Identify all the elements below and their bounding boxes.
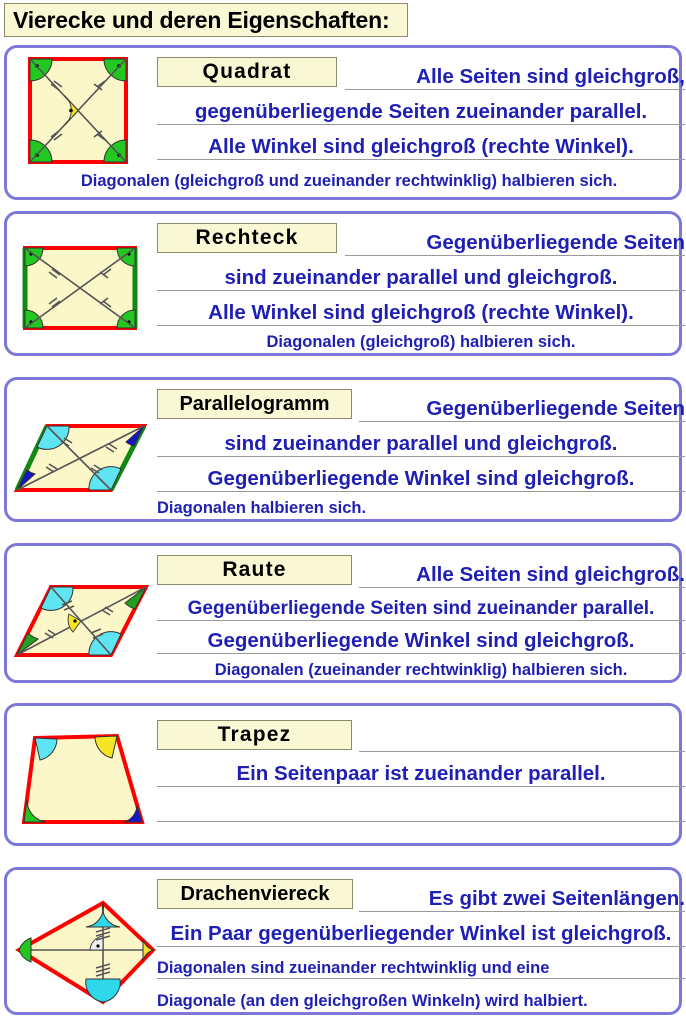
figure-rechteck [13,240,163,336]
label-box-drachenviereck [157,879,353,909]
property-line: Diagonale (an den gleichgroßen Winkeln) wird halbiert. [157,991,588,1010]
property-line: Alle Winkel sind gleichgroß (rechte Winkel). [157,294,685,326]
figure-quadrat [13,54,163,167]
property-line: Gegenüberliegende Seiten sind zueinander parallel. [157,591,685,621]
property-line: Diagonalen sind zueinander rechtwinklig und eine [157,950,685,979]
property-line: Diagonalen (zueinander rechtwinklig) halbieren sich. [214,660,628,679]
panel-trapez [4,703,682,846]
property-line: Ein Paar gegenüberliegender Winkel ist gleichgroß. [157,915,685,947]
property-line: gegenüberliegende Seiten zueinander parallel. [157,93,685,125]
panel-quadrat [4,45,685,200]
figure-raute [13,581,163,663]
property-line: Ein Seitenpaar ist zueinander parallel. [157,755,685,787]
poster-title-box [4,3,408,37]
property-line: Alle Winkel sind gleichgroß (rechte Winkel). [157,128,685,160]
label-box-raute [157,555,352,585]
label-box-trapez [157,720,352,750]
property-line: Es gibt zwei Seitenlängen. [359,880,685,912]
property-line: Alle Seiten sind gleichgroß, [345,58,685,90]
shape-name: Quadrat [202,60,292,83]
property-line: sind zueinander parallel und gleichgroß. [157,425,685,457]
label-box-rechteck [157,223,337,253]
property-line: Gegenüberliegende Winkel sind gleichgroß. [157,624,685,654]
label-box-quadrat [157,57,337,87]
property-line [359,720,685,752]
property-line: sind zueinander parallel und gleichgroß. [157,259,685,291]
property-line: Gegenüberliegende Winkel sind gleichgroß. [157,460,685,492]
label-box-parallelogramm [157,389,352,419]
property-line: Diagonalen (gleichgroß) halbieren sich. [266,332,576,351]
panel-raute [4,543,685,683]
panel-rechteck [4,211,685,356]
shape-name: Rechteck [195,226,299,249]
property-line: Diagonalen halbieren sich. [157,498,367,517]
panel-drachenviereck [4,867,685,1015]
property-line: Diagonalen (gleichgroß und zueinander rechtwinklig) halbieren sich. [80,171,618,190]
property-line: Gegenüberliegende Seiten [359,390,685,422]
property-line: Gegenüberliegende Seiten [345,224,685,256]
shape-name: Parallelogramm [179,392,330,415]
panel-parallelogramm [4,377,685,522]
property-line [157,790,685,822]
shape-name: Raute [222,558,287,581]
property-line: Alle Seiten sind gleichgroß. [359,556,685,588]
figure-trapez [13,730,163,828]
shape-name: Drachenviereck [180,882,330,905]
page-title: Vierecke und deren Eigenschaften: [13,6,390,33]
figure-drachenviereck [13,891,163,1009]
shape-name: Trapez [217,723,292,746]
figure-parallelogramm [13,420,163,500]
